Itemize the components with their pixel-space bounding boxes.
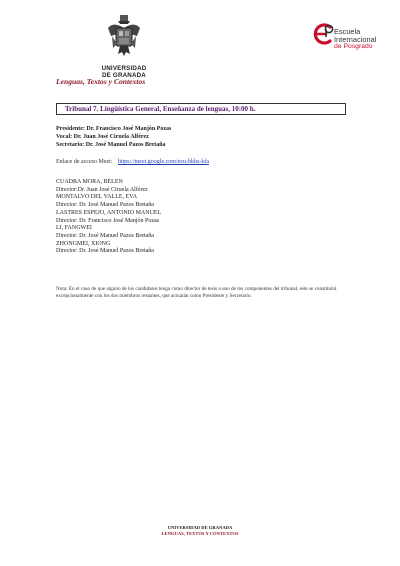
tribunal-members xyxy=(56,125,171,149)
candidate-director: Director: Dr. José Manuel Pazos Bretaña xyxy=(56,248,154,255)
tribunal-note: Nota: En el caso de que alguno de los candidatos tenga como director de tesis a uno de los componentes del tribunal, este se constituirá excepcionalmente con los dos miembros restantes, que actuarán como Presidente y Secretario. xyxy=(56,286,337,300)
university-name-line2: DE GRANADA xyxy=(102,72,146,79)
university-crest-icon xyxy=(104,14,144,58)
candidate-name: LI, FANGWEI xyxy=(56,225,92,232)
member-president: Presidente: Dr. Francisco José Manjón Pozas xyxy=(56,126,172,132)
meet-label: Enlace de acceso Meet: xyxy=(56,159,113,165)
candidate-director: Director: Dr. José Manuel Pazos Bretaña xyxy=(56,202,154,209)
school-logo-line3: de Posgrado xyxy=(334,43,373,51)
candidate-name: CUADRA MORA, BELEN xyxy=(56,179,123,185)
program-title: Lenguas, Textos y Contextos xyxy=(56,77,146,86)
tribunal-title: Tribunal 7. Lingüística General, Enseñanza de lenguas, 10:00 h. xyxy=(65,105,256,113)
school-logo-text xyxy=(334,28,376,51)
candidate-name: MONTALVO DEL VALLE, EVA xyxy=(56,194,138,201)
school-logo xyxy=(310,20,388,60)
tribunal-title-box xyxy=(56,103,346,115)
candidate-director: Director:Dr. Juan José Ciruela Alférez xyxy=(56,186,148,193)
school-logo-icon xyxy=(310,21,336,47)
school-logo-line2: Internacional xyxy=(334,34,377,44)
footer-university: UNIVERSIDAD DE GRANADA xyxy=(167,525,233,530)
meet-link[interactable]: https://meet.google.com/ezu-bkhs-kfa xyxy=(117,159,209,165)
candidate-director: Director: Dr. José Manuel Pazos Bretaña xyxy=(56,232,154,239)
member-secretary: Secretario: Dr. José Manuel Pazos Bretaña xyxy=(56,142,166,148)
candidate-list xyxy=(56,179,161,256)
university-logo xyxy=(96,14,152,79)
school-logo-line1: Escuela xyxy=(334,27,361,36)
footer-program: LENGUAS, TEXTOS Y CONTEXTOS xyxy=(161,531,239,536)
candidate-director: Director: Dr. Francisco José Manjón Pozas xyxy=(56,217,159,224)
meet-access xyxy=(56,159,209,165)
candidate-name: ZHONGMEI, XIONG xyxy=(56,240,111,247)
candidate-name: LASTRES ESPEJO, ANTONIO MANUEL xyxy=(56,209,162,216)
university-name-line1: UNIVERSIDAD xyxy=(101,65,147,72)
member-vocal: Vocal: Dr. Juan José Ciruela Alférez xyxy=(56,134,149,140)
page-footer xyxy=(0,525,400,537)
